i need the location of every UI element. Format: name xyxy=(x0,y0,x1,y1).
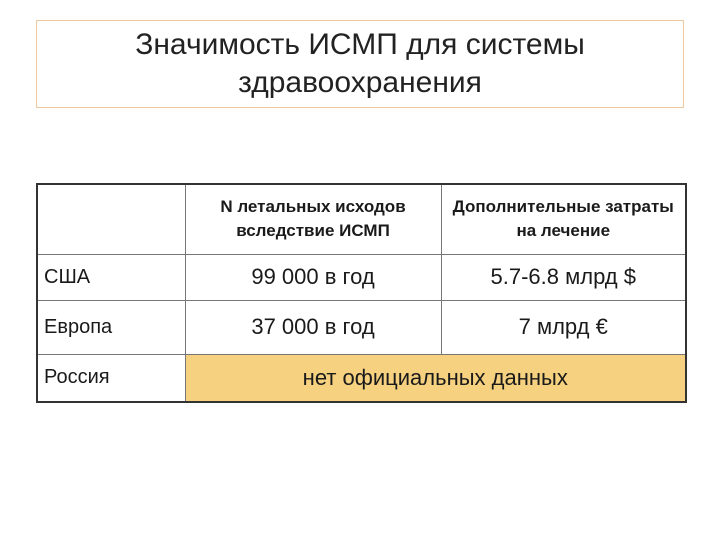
costs-cell: 7 млрд € xyxy=(441,300,686,354)
deaths-cell: 99 000 в год xyxy=(185,254,441,300)
slide-title xyxy=(36,20,684,108)
costs-cell: 5.7-6.8 млрд $ xyxy=(441,254,686,300)
column-header-deaths: N летальных исходов вследствие ИСМП xyxy=(185,184,441,254)
table-row xyxy=(37,300,686,354)
table-corner-cell xyxy=(37,184,185,254)
table-header-row xyxy=(37,184,686,254)
table-row xyxy=(37,254,686,300)
country-cell: США xyxy=(37,254,185,300)
no-data-cell: нет официальных данных xyxy=(185,354,686,402)
column-header-costs: Дополнительные затраты на лечение xyxy=(441,184,686,254)
hai-significance-table xyxy=(36,183,687,403)
slide-title-line-1: Значимость ИСМП для системы xyxy=(135,28,585,61)
table-row xyxy=(37,354,686,402)
deaths-cell: 37 000 в год xyxy=(185,300,441,354)
slide-title-line-2: здравоохранения xyxy=(238,66,482,99)
country-cell: Россия xyxy=(37,354,185,402)
country-cell: Европа xyxy=(37,300,185,354)
